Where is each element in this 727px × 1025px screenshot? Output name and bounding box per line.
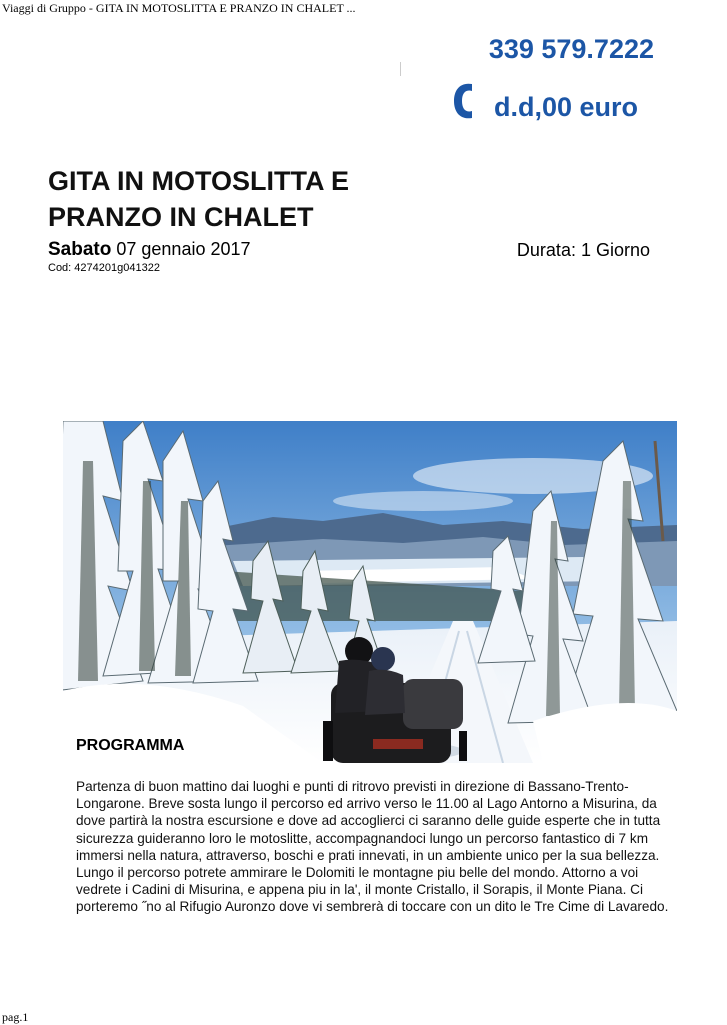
trip-day: Sabato	[48, 239, 112, 260]
snowmobile-photo	[63, 421, 677, 763]
trip-code: Cod: 4274201g041322	[48, 262, 160, 274]
trip-duration: Durata: 1 Giorno	[516, 240, 650, 260]
programma-text: Partenza di buon mattino dai luoghi e punti di ritrovo previsti in direzione di Bassano-Trento-Longarone. Breve sosta lungo il percorso ed arrivo verso le 11.00 al Lago Antorno a Misurina, da dove partirà la nostra escursione e dove ad accoglierci ci saranno delle guide esperte che in tutta sicurezza guideranno loro le motoslitte, accompagnandoci lungo un percorso fantastico di 7 km immersi nella natura, attraverso, boschi e prati innevati, in un ambiente unico per la sua bellezza. Lungo il percorso potrete ammirare le Dolomiti le montagne piu belle del mondo. Attorno a voi vedrete i Cadini di Misurina, e appena piu in la', il monte Cristallo, il Sorapis, il Monte Piana. Ci porteremo ˝no al Rifugio Auronzo dove vi sembrerà di toccare con un dito le Tre Cime di Lavaredo.	[76, 779, 669, 915]
browser-title: Viaggi di Gruppo - GITA IN MOTOSLITTA E PRANZO IN CHALET ...	[2, 1, 356, 15]
euro-icon	[450, 80, 476, 122]
page-title: GITA IN MOTOSLITTA E PRANZO IN CHALET	[48, 166, 349, 232]
programma-tab	[63, 724, 212, 764]
page-number: pag.1	[2, 1010, 29, 1024]
programma-label: PROGRAMMA	[76, 737, 185, 754]
trip-date-row	[48, 239, 251, 261]
divider	[400, 62, 401, 76]
phone-number: 339 579.7222	[488, 34, 654, 64]
price: d.d,00 euro	[494, 92, 639, 122]
trip-date: 07 gennaio 2017	[116, 239, 251, 259]
